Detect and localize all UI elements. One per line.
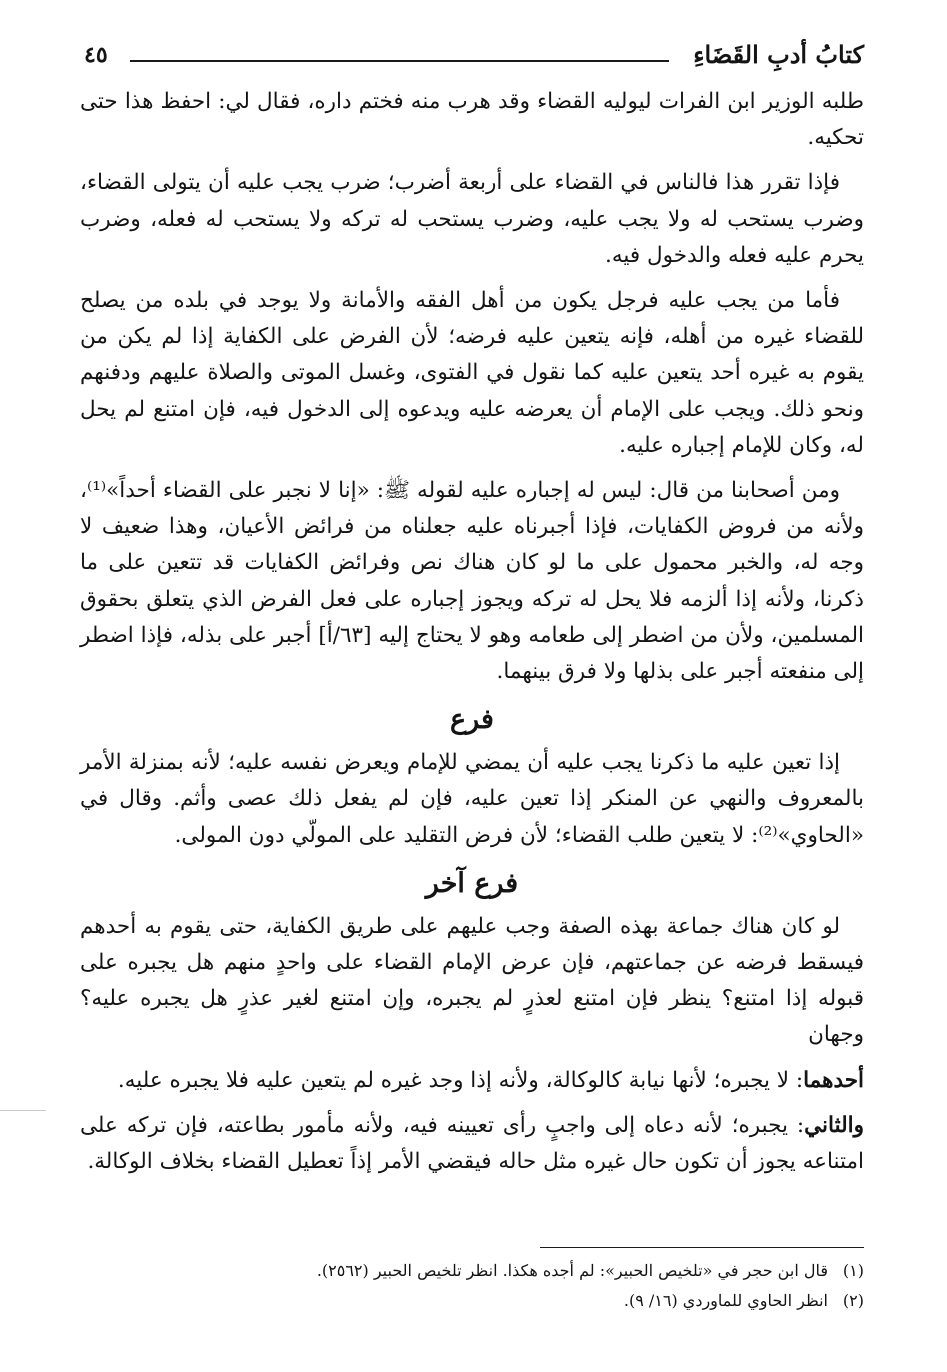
footnote-2-text: انظر الحاوي للماوردي (١٦/ ٩). [623,1291,828,1310]
paragraph-second-view [80,1108,864,1180]
second-view-lead: والثاني [804,1112,864,1138]
paragraph-continuation: طلبه الوزير ابن الفرات ليوليه القضاء وقد هرب منه فختم داره، فقال لي: احفظ هذا حتى تحكيه. [80,89,864,151]
book-title: كتابُ أدبِ القَضَاءِ [693,40,864,69]
page-header [84,38,864,78]
paragraph-far-akhar: لو كان هناك جماعة بهذه الصفة وجب عليهم على طريق الكفاية، حتى يقوم به أحدهم فيسقط فرضه عن جماعتهم، فإن عرض الإمام القضاء على واحدٍ منهم هل يجبره على قبوله إذا امتنع؟ ينظر فإن امتنع لعذرٍ لم يجبره، وإن امتنع لغير عذرٍ هل يجبره عليه؟ وجهان [80,913,864,1048]
footnote-2 [80,1286,864,1316]
footnotes [80,1256,864,1316]
section-heading-far: فرع [450,704,494,736]
page-number: ٤٥ [84,42,108,68]
footnote-rule [540,1247,864,1248]
first-view-lead: أحدهما [803,1067,864,1093]
footnote-1-text: قال ابن حجر في «تلخيص الحبير»: لم أجده هكذا. انظر تلخيص الحبير (٢٥٦٢). [316,1261,828,1280]
main-text [80,84,864,1189]
scan-edge-mark [0,1110,46,1111]
footnote-1-number: (١) [842,1261,864,1280]
paragraph-categories: فإذا تقرر هذا فالناس في القضاء على أربعة أضرب؛ ضرب يجب عليه أن يتولى القضاء، وضرب يستحب له ولا يجب عليه، وضرب يستحب له تركه ولا يستحب له فعله، وضرب يحرم عليه فعله والدخول فيه. [80,170,864,268]
second-view-text: : يجبره؛ لأنه دعاه إلى واجبٍ رأى تعيينه فيه، ولأنه مأمور بطاعته، فإن تركه على امتناعه يجوز أن تكون حال غيره مثل حاله فيقضي الأمر إذاً تعطيل القضاء بخلاف الوكالة. [80,1112,864,1175]
paragraph-companions-view: ومن أصحابنا من قال: ليس له إجباره عليه لقوله ﷺ: «إنا لا نجبر على القضاء أحداً»⁽¹⁾، ولأنه من فروض الكفايات، فإذا أجبرناه عليه جعلناه من فرائض الأعيان، وهذا ضعيف لا وجه له، والخبر محمول على ما لو كان هناك نص وفرائض الكفايات قد تتعين على ما ذكرنا، ولأنه إذا ألزمه فلا يحل له تركه ويجوز إجباره على فعل الفرض الذي يتعلق بحقوق المسلمين، ولأن من اضطر إلى طعامه وهو لا يحتاج إليه [٦٣/أ] أجبر على بذله، فإذا اضطر إلى منفعته أجبر على بذلها ولا فرق بينهما. [80,478,864,685]
section-heading-far-akhar: فرع آخر [425,867,519,899]
footnote-1 [80,1256,864,1286]
paragraph-obligatory: فأما من يجب عليه فرجل يكون من أهل الفقه والأمانة ولا يوجد في بلده من يصلح للقضاء غيره من أهله، فإنه يتعين عليه فرضه؛ لأن الفرض على الكفاية إذا لم يكن من يقوم به غيره أحد يتعين عليه كما نقول في الفتوى، وغسل الموتى والصلاة عليهم ودفنهم ونحو ذلك. ويجب على الإمام أن يعرضه عليه ويدعوه إلى الدخول فيه، فإن امتنع لم يحل له، وكان للإمام إجباره عليه. [80,288,864,458]
first-view-text: : لا يجبره؛ لأنها نيابة كالوكالة، ولأنه إذا وجد غيره لم يتعين عليه فلا يجبره عليه. [117,1067,804,1093]
paragraph-far: إذا تعين عليه ما ذكرنا يجب عليه أن يمضي للإمام ويعرض نفسه عليه؛ لأنه بمنزلة الأمر بالمعروف والنهي عن المنكر إذا تعين عليه، فإن لم يفعل ذلك عصى وأثم. وقال في «الحاوي»⁽²⁾: لا يتعين طلب القضاء؛ لأن فرض التقليد على المولّي دون المولى. [80,750,864,848]
paragraph-first-view [80,1063,864,1099]
footnote-2-number: (٢) [842,1291,864,1310]
header-rule [130,60,669,62]
